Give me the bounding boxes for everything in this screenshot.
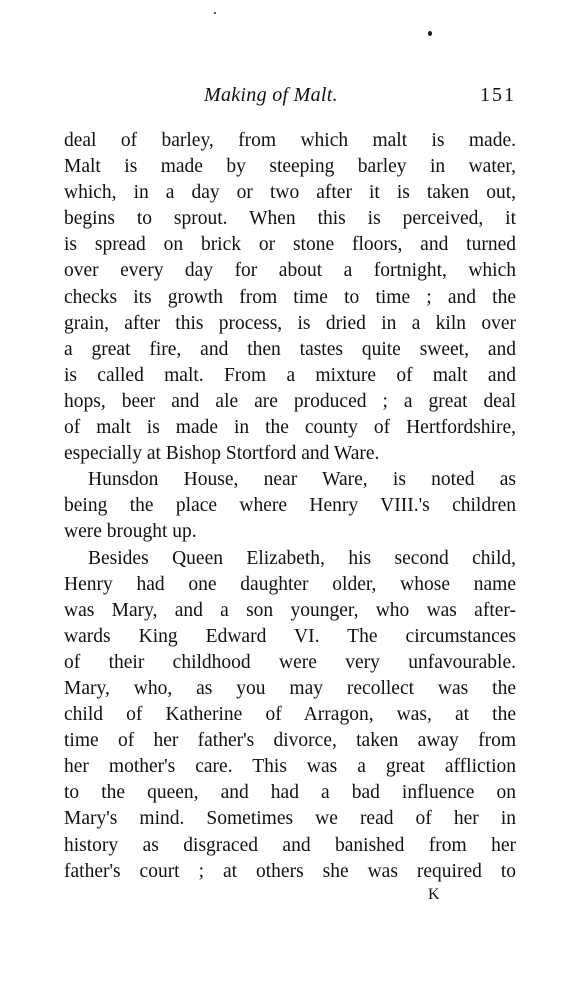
text-line: checks its growth from time to time ; and the <box>64 286 516 308</box>
text-line: a great fire, and then tastes quite sweet, and <box>64 338 516 360</box>
running-title: Making of Malt. <box>204 84 338 106</box>
text-line: over every day for about a fortnight, which <box>64 260 516 282</box>
text-line: father's court ; at others she was required to <box>64 860 516 882</box>
text-line: deal of barley, from which malt is made. <box>64 130 516 151</box>
text-line: Mary, who, as you may recollect was the <box>64 677 516 699</box>
paragraph <box>64 467 516 545</box>
text-line: Malt is made by steeping barley in water, <box>64 156 516 178</box>
text-line: Henry had one daughter older, whose name <box>64 573 516 595</box>
text-line: hops, beer and ale are produced ; a great deal <box>64 390 516 412</box>
text-line: begins to sprout. When this is perceived, it <box>64 208 516 230</box>
text-line: which, in a day or two after it is taken out, <box>64 182 516 204</box>
text-line: is spread on brick or stone floors, and turned <box>64 234 516 256</box>
text-line: history as disgraced and banished from her <box>64 834 516 856</box>
text-line: to the queen, and had a bad influence on <box>64 782 516 804</box>
ink-speck <box>428 31 432 36</box>
text-line: Besides Queen Elizabeth, his second child, <box>88 547 516 569</box>
text-line: wards King Edward VI. The circumstances <box>64 625 516 647</box>
paragraph <box>64 546 516 885</box>
text-line: Mary's mind. Sometimes we read of her in <box>64 808 516 830</box>
ink-speck <box>214 12 216 14</box>
text-line: of their childhood were very unfavourable. <box>64 651 516 673</box>
text-line: being the place where Henry VIII.'s children <box>64 495 516 517</box>
text-line: Hunsdon House, near Ware, is noted as <box>88 469 516 491</box>
text-line: grain, after this process, is dried in a kiln over <box>64 312 516 334</box>
text-line: especially at Bishop Stortford and Ware. <box>64 443 380 465</box>
text-line: time of her father's divorce, taken away from <box>64 730 516 752</box>
paragraph <box>64 128 516 467</box>
text-line: was Mary, and a son younger, who was after- <box>64 599 516 621</box>
text-line: were brought up. <box>64 521 197 543</box>
running-head <box>64 84 516 112</box>
body-text <box>64 128 516 885</box>
text-line: of malt is made in the county of Hertfordshire, <box>64 417 516 439</box>
text-line: is called malt. From a mixture of malt and <box>64 364 516 386</box>
page-number: 151 <box>480 84 516 106</box>
text-line: her mother's care. This was a great affliction <box>64 756 516 778</box>
text-line: child of Katherine of Arragon, was, at the <box>64 704 516 726</box>
signature-mark: K <box>428 886 441 903</box>
